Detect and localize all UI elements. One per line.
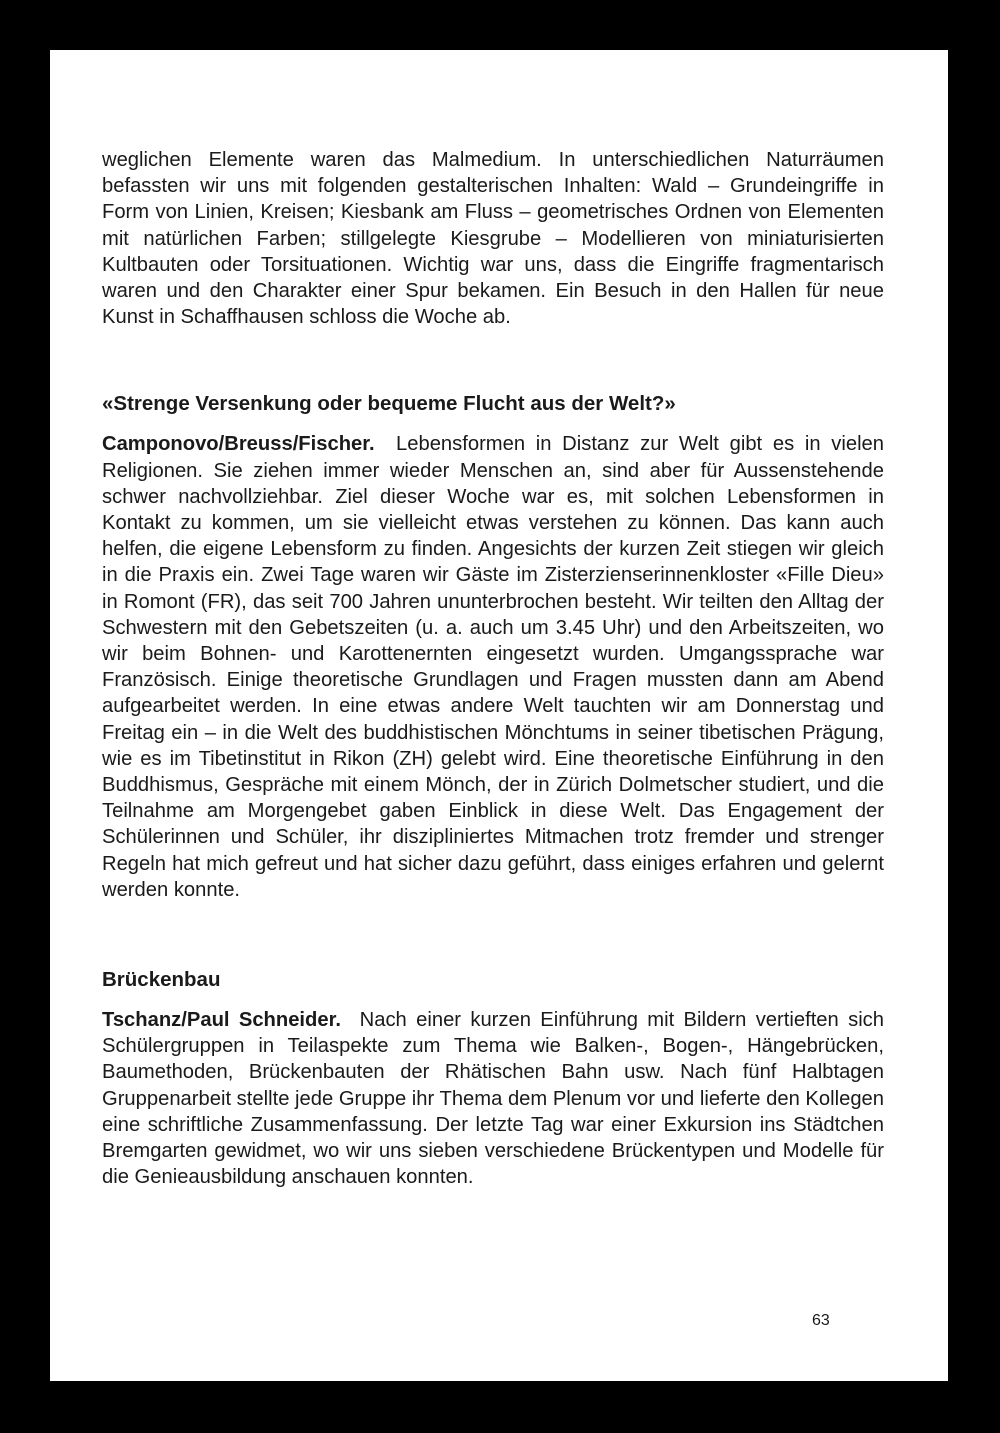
- section-paragraph-brueckenbau: [102, 1007, 884, 1190]
- page-content: [102, 147, 884, 1191]
- section-body: Nach einer kurzen Einführung mit Bildern vertieften sich Schülergruppen in Teilaspekte zum Thema wie Balken-, Bogen-, Hängebrücken, Baumethoden, Brückenbauten der Rhätischen Bahn usw. Nach fünf Halbtagen Gruppenarbeit stellte jede Gruppe ihr Thema dem Plenum vor und lieferte den Kollegen eine schriftliche Zusammenfassung. Der letzte Tag war einer Exkursion ins Städtchen Bremgarten gewidmet, wo wir uns sieben verschiedene Brückentypen und Modelle für die Genieausbildung anschauen konnten.: [102, 1009, 884, 1189]
- section-heading-versenkung: «Strenge Versenkung oder bequeme Flucht aus der Welt?»: [102, 392, 676, 416]
- intro-paragraph: weglichen Elemente waren das Malmedium. In unterschiedlichen Naturräumen befassten wir uns mit folgenden gestalterischen Inhalten: Wald – Grundeingriffe in Form von Linien, Kreisen; Kiesbank am Fluss – geometrisches Ordnen von Elementen mit natürlichen Farben; stillgelegte Kiesgrube – Modellieren von miniaturisierten Kultbauten oder Torsituationen. Wichtig war uns, dass die Eingriffe fragmentarisch waren und den Charakter einer Spur bekamen. Ein Besuch in den Hallen für neue Kunst in Schaffhausen schloss die Woche ab.: [102, 149, 884, 329]
- section-authors: Tschanz/Paul Schneider.: [102, 1009, 341, 1032]
- document-page: [50, 50, 948, 1381]
- section-body: Lebensformen in Distanz zur Welt gibt es in vielen Religionen. Sie ziehen immer wieder Menschen an, sind aber für Aussenstehende schwer nachvollziehbar. Ziel dieser Woche war es, mit solchen Lebensformen in Kontakt zu kommen, um sie vielleicht etwas verstehen zu können. Das kann auch helfen, die eigene Lebensform zu finden. Angesichts der kurzen Zeit stiegen wir gleich in die Praxis ein. Zwei Tage waren wir Gäste im Zisterzienserinnenkloster «Fille Dieu» in Romont (FR), das seit 700 Jahren ununterbrochen besteht. Wir teilten den Alltag der Schwestern mit den Gebetszeiten (u. a. auch um 3.45 Uhr) und den Arbeitszeiten, wo wir beim Bohnen- und Karottenernten eingesetzt wurden. Umgangssprache war Französisch. Einige theoretische Grundlagen und Fragen mussten dann am Abend aufgearbeitet werden. In eine etwas andere Welt tauchten wir am Donnerstag und Freitag ein – in die Welt des buddhistischen Mönchtums in seiner tibetischen Prägung, wie es im Tibetinstitut in Rikon (ZH) gelebt wird. Eine theoretische Einführung in den Buddhismus, Gespräche mit einem Mönch, der in Zürich Dolmetscher studiert, und die Teilnahme am Morgengebet gaben Einblick in diese Welt. Das Engagement der Schülerinnen und Schüler, ihr diszipliniertes Mitmachen trotz fremder und strenger Regeln hat mich gefreut und hat sicher dazu geführt, dass einiges erfahren und gelernt werden konnte.: [102, 433, 885, 901]
- section-authors: Camponovo/Breuss/Fischer.: [102, 433, 375, 456]
- section-heading-brueckenbau: Brückenbau: [102, 968, 221, 992]
- section-paragraph-versenkung: [102, 431, 884, 903]
- page-number: 63: [812, 1312, 830, 1329]
